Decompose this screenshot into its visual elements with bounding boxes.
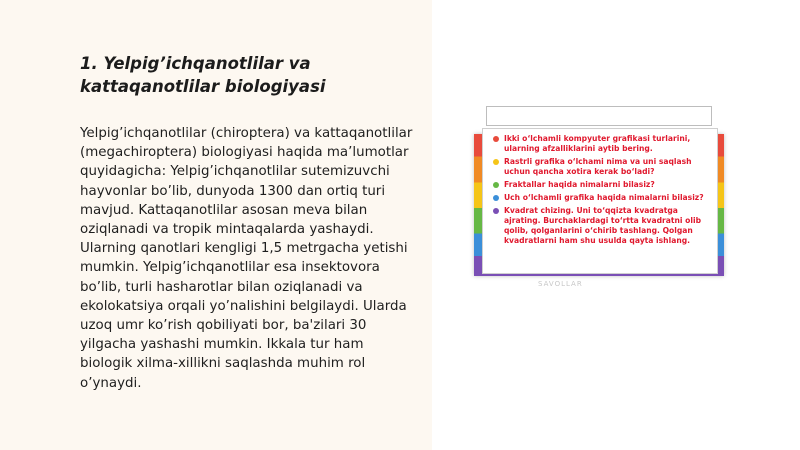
question-item — [493, 134, 711, 154]
slide-title: 1. Yelpig’ichqanotlilar va kattaqanotlilar biologiyasi — [80, 54, 326, 96]
questions-image — [474, 106, 724, 292]
question-text: Kvadrat chizing. Uni toʻqqizta kvadratga ajrating. Burchaklardagi toʻrtta kvadratni olib qolib, qolganlarini oʻchirib tashlang. Qolgan kvadratlarni ham shu usulda qayta ishlang. — [504, 206, 702, 245]
questions-card — [482, 128, 718, 274]
question-item — [493, 157, 711, 177]
bullet-icon — [493, 182, 499, 188]
bullet-icon — [493, 136, 499, 142]
image-header-box — [486, 106, 712, 126]
question-text: Fraktallar haqida nimalarni bilasiz? — [504, 180, 655, 189]
question-text: Rastrli grafika oʻlchami nima va uni saqlash uchun qancha xotira kerak boʻladi? — [504, 157, 692, 176]
bullet-icon — [493, 159, 499, 165]
question-text: Ikki oʻlchamli kompyuter grafikasi turlarini, ularning afzalliklarini aytib bering. — [504, 134, 691, 153]
bullet-icon — [493, 208, 499, 214]
question-text: Uch oʻlchamli grafika haqida nimalarni bilasiz? — [504, 193, 704, 202]
bullet-icon — [493, 195, 499, 201]
question-item — [493, 206, 711, 246]
question-item — [493, 193, 711, 203]
question-item — [493, 180, 711, 190]
slide-body-text: Yelpig’ichqanotlilar (chiroptera) va kattaqanotlilar (megachiroptera) biologiyasi haqida ma’lumotlar quyidagicha: Yelpig’ichqanotlilar sutemizuvchi hayvonlar bo’lib, dunyoda 1300 dan ortiq turi mavjud. Kattaqanotlilar asosan meva bilan oziqlanadi va tropik mintaqalarda yashaydi. Ularning qanotlari kengligi 1,5 metrgacha yetishi mumkin. Yelpig’ichqanotlilar esa insektovora bo’lib, turli hasharotlar bilan oziqlanadi va ekolokatsiya orqali yo’nalishini belgilaydi. Ularda uzoq umr ko’rish qobiliyati bor, ba'zilari 30 yilgacha yashashi mumkin. Ikkala tur ham biologik xilma-xillikni saqlashda muhim rol o’ynaydi. — [80, 126, 413, 391]
image-caption: SAVOLLAR — [538, 280, 583, 288]
